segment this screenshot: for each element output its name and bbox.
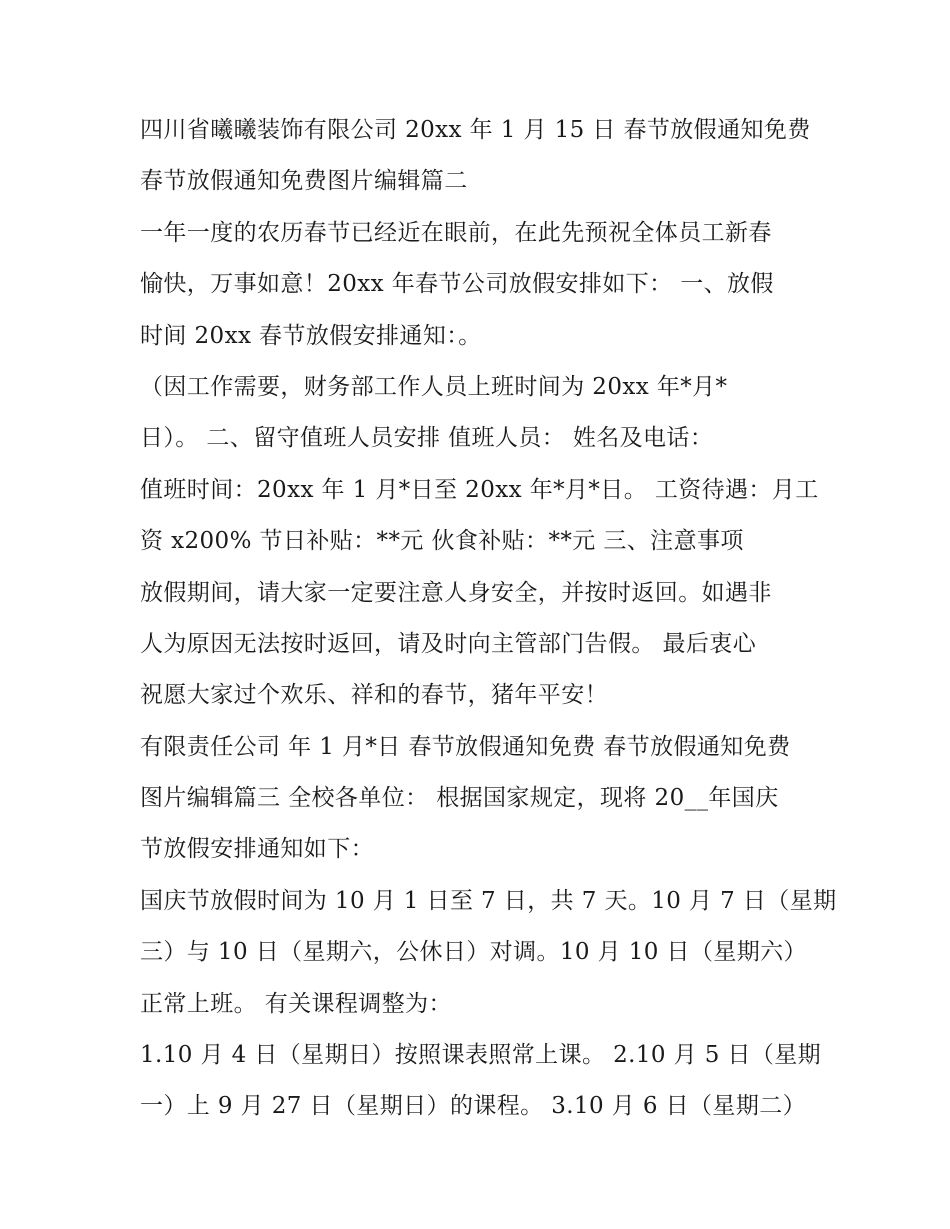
text-line-9: 资 x200% 节日补贴：**元 伙食补贴：**元 三、注意事项	[140, 528, 744, 555]
text-line-18: 正常上班。 有关课程调整为：	[140, 990, 452, 1017]
text-line-19: 1.10 月 4 日（星期日）按照课表照常上课。 2.10 月 5 日（星期	[140, 1042, 822, 1069]
text-line-2: 春节放假通知免费图片编辑篇二	[140, 168, 468, 195]
text-line-20: 一）上 9 月 27 日（星期日）的课程。 3.10 月 6 日（星期二）	[140, 1093, 807, 1120]
text-line-5: 时间 20xx 春节放假安排通知：。	[140, 322, 482, 349]
text-line-6: （因工作需要，财务部工作人员上班时间为 20xx 年*月*	[140, 373, 728, 400]
text-line-16: 国庆节放假时间为 10 月 1 日至 7 日，共 7 天。10 月 7 日（星期	[140, 887, 837, 914]
text-line-11: 人为原因无法按时返回，请及时向主管部门告假。 最后衷心	[140, 630, 757, 657]
text-line-10: 放假期间，请大家一定要注意人身安全，并按时返回。如遇非	[140, 579, 772, 606]
text-line-4: 愉快，万事如意！20xx 年春节公司放假安排如下： 一、放假	[140, 271, 774, 298]
text-line-3: 一年一度的农历春节已经近在眼前，在此先预祝全体员工新春	[140, 219, 772, 246]
text-line-13: 有限责任公司 年 1 月*日 春节放假通知免费 春节放假通知免费	[140, 733, 791, 760]
text-line-12: 祝愿大家过个欢乐、祥和的春节，猪年平安！	[140, 682, 608, 709]
text-line-8: 值班时间：20xx 年 1 月*日至 20xx 年*月*日。 工资待遇：月工	[140, 476, 819, 503]
document-body	[140, 107, 837, 1135]
text-line-17: 三）与 10 日（星期六，公休日）对调。10 月 10 日（星期六）	[140, 939, 807, 966]
text-line-1: 四川省曦曦装饰有限公司 20xx 年 1 月 15 日 春节放假通知免费	[140, 117, 811, 143]
text-line-14: 图片编辑篇三 全校各单位： 根据国家规定，现将 20__年国庆	[140, 785, 779, 812]
text-line-7: 日）。 二、留守值班人员安排 值班人员： 姓名及电话：	[140, 425, 714, 452]
text-line-15: 节放假安排通知如下：	[140, 836, 374, 863]
